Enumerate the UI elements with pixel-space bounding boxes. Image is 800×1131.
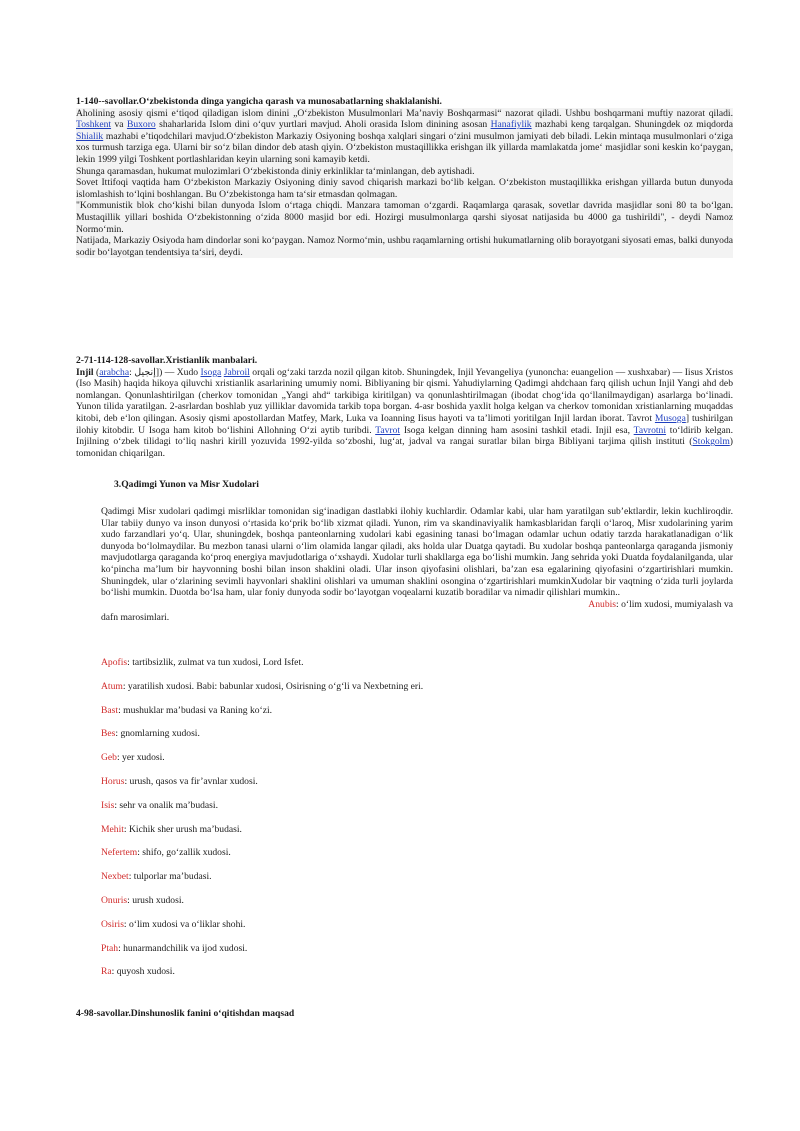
section1-heading: 1-140--savollar.O‘zbekistonda dinga yangicha qarash va munosabatlarning shaklalanishi. bbox=[76, 96, 442, 107]
god-description: : urush xudosi. bbox=[127, 894, 184, 906]
god-name: Ra bbox=[101, 966, 112, 978]
text-run: to‘ldirib kelgan. Injilning o‘zbek tilidagi to‘liq nashri kirill yozuvida 1992-yilda so‘zboshi, lug‘at, jadval va rangai suratlar bilan birga Bibliyani tarjima qilish instituti ( bbox=[76, 424, 733, 448]
god-entry bbox=[101, 728, 701, 752]
god-entry bbox=[101, 919, 701, 943]
link-shialik[interactable]: Shialik bbox=[76, 130, 104, 142]
gods-list bbox=[101, 657, 701, 990]
god-entry bbox=[101, 681, 701, 705]
god-name: Horus bbox=[101, 775, 125, 787]
section3-intro-paragraph: Qadimgi Misr xudolari qadimgi misrliklar tomonidan sig‘inadigan dastlabki ilohiy kuchlardir. Odamlar kabi, ular ham yaratilgan sub’ektlardir, lekin kuchliroqdir. Ular tabiiy dunyo va inson dunyosi o‘rtasida ko‘prik bo‘lib xizmat qiladi. Yunon, rim va skandinaviyalik hamkasblaridan farqli o‘laroq, Misr xudolarining yarim xudo farzandlari yo‘q. Ular, shuningdek, boshqa panteonlarning xudolari kabi egasining tanasi bo‘lmagan odamlar uchun odatiy tarzda harakatlanadigan o‘lik dunyoda bo‘lolmaydilar. Bu mezbon tanasi ularni o‘lim olamida langar qiladi, aks holda ular Duatga qaytadi. Bu xudolar boshqa panteonlarga qaraganda jismoniy mavjudotlarga qaraganda ko‘proq energiya mavjudotlariga o‘xshaydi. Xudolar turli shakllarga ega bo‘lishi mumkin. Jang sehrida yoki Duatda foydalanilganda, ular ko‘pincha ma’lum bir hayvonning boshi bilan inson shaklini oladi. Ular inson qiyofasini olishlari, ba’zan esa egalarining qiyofasini o‘zgartirishlari mumkin. Shuningdek, ular o‘zlarining sevimli hayvonlari shaklini olishlari va umuman shaklini osongina o‘zgartirishlari mumkinXudolar bir vaqtning o‘zida turli joylarda bo‘lishi mumkin. Duotda bo‘lsa ham, ular foniy dunyoda sodir bo‘layotgan voqealarni kuzatib boradilar va nimadir qilishlari mumkin.. bbox=[101, 506, 733, 599]
text-run: Aholining asosiy qismi e‘tiqod qiladigan islom dinini „O‘zbekiston Musulmonlari Ma’naviy Boshqarmasi“ nazorat qiladi. Ushbu boshqarmani muftiy nazorat qiladi. bbox=[76, 107, 733, 119]
god-description: : yaratilish xudosi. Babi: babunlar xudosi, Osirisning o‘g‘li va Nexbetning eri. bbox=[122, 680, 424, 692]
injil-bold: Injil bbox=[76, 366, 94, 378]
god-description: : tulporlar ma’budasi. bbox=[128, 871, 212, 883]
god-name: Onuris bbox=[101, 894, 128, 906]
section4-heading: 4-98-savollar.Dinshunoslik fanini o‘qitishdan maqsad bbox=[76, 1008, 295, 1019]
god-entry bbox=[101, 943, 701, 967]
section1-paragraph-1 bbox=[76, 108, 733, 166]
text-run: mazhabi e’tiqodchilari mavjud.O‘zbekiston Markaziy Osiyoning boshqa xalqlari singari o‘zini musulmon jamiyati deb biladi. Lekin mintaqa musulmonlari o‘ziga xos turmush tarziga ega. Ularni bir so‘z bilan dindor deb atash qiyin. O‘zbekiston mustaqillikka erishgan ilk yillarda mamlakatda jome‘ masjidlar soni keskin ko‘paygan, lekin 1999 yilgi Toshkent portlashlaridan keyin ularning soni kamayib ketdi. bbox=[76, 130, 733, 165]
anubis-entry-line bbox=[101, 599, 733, 611]
text-run: shaharlarida Islom dini o‘quv yurtlari mavjud. Aholi orasida Islom dinining asosan bbox=[155, 119, 491, 131]
god-name-anubis: Anubis bbox=[588, 598, 617, 610]
link-arabcha[interactable]: arabcha bbox=[99, 366, 130, 378]
text-run: va bbox=[111, 119, 127, 131]
text-run: ( bbox=[93, 366, 100, 378]
section1-body bbox=[76, 108, 733, 259]
link-toshkent[interactable]: Toshkent bbox=[76, 119, 112, 131]
section-christianity-sources bbox=[76, 355, 733, 459]
god-entry bbox=[101, 705, 701, 729]
god-name: Isis bbox=[101, 799, 115, 811]
link-tavrotni[interactable]: Tavrotni bbox=[633, 424, 667, 436]
section3-heading: 3.Qadimgi Yunon va Misr Xudolari bbox=[114, 479, 259, 490]
god-description: : quyosh xudosi. bbox=[111, 966, 175, 978]
god-description: : Kichik sher urush ma’budasi. bbox=[123, 823, 242, 835]
god-name: Mehit bbox=[101, 823, 124, 835]
link-stokgolm[interactable]: Stokgolm bbox=[692, 436, 730, 448]
god-entry bbox=[101, 800, 701, 824]
god-name: Apofis bbox=[101, 657, 128, 668]
text-run: orqali og‘zaki tarzda nozil qilgan kitob. Shuningdek, Injil Yevangeliya (yunoncha: euangelion — xushxabar) — Iisus Xristos (Iso Masih) haqida hikoya qiluvchi xristianlik asarlarining umumiy nomi. Bibliyaning bir qismi. Yahudiylarning Qadimgi ahdchaan farq qilish uchun Injil Yangi ahd deb nomlangan. Qonunlashtirilgan (cherkov tomonidan „Yangi ahd“ tarkibiga kiritilgan) va qonunlashtirilmagan (ibodat chog‘ida qo‘llanilmaydigan) asarlarga bo‘linadi. Yunon tilida yaratilgan. 2-asrlardan boshlab yuz yilliklar davomida tarkib topa borgan. 4-asr boshida yaxlit holga kelgan va cherkov tomonidan xristianlarning muqaddas kitobi, deb e‘lon qilingan. Asosiy qismi apostollardan Matfey, Mark, Luka va Ioanning Iisus hayoti va ta’limoti yoritilgan Injil lardan iborat. Tavrot bbox=[76, 366, 733, 424]
god-description: : shifo, go‘zallik xudosi. bbox=[137, 847, 231, 859]
text-run: Isoga kelgan dinning ham asosini tashkil etadi. Injil esa, bbox=[400, 424, 634, 436]
section1-paragraph-3: Sovet Ittifoqi vaqtida ham O‘zbekiston Markaziy Osiyoning diniy savod chiqarish markazi bo‘lib kelgan. O‘zbekiston mustaqillikka erishgan yillarda butun dunyoda islomlashish to‘lqini boshlangan. Bu O‘zbekistonga ham ta‘sir etmasdan qolmagan. bbox=[76, 177, 733, 200]
god-description: : o‘lim xudosi va o‘liklar shohi. bbox=[123, 918, 246, 930]
god-name: Bes bbox=[101, 728, 116, 740]
text-run: mazhabi keng tarqalgan. Shuningdek oz miqdorda bbox=[531, 119, 733, 131]
god-description: : urush, qasos va fir’avnlar xudosi. bbox=[124, 775, 258, 787]
section1-paragraph-5: Natijada, Markaziy Osiyoda ham dindorlar soni ko‘paygan. Namoz Normo‘min, ushbu raqamlarning ortishi hukumatlarning olib borayotgani siyosati emas, balki dunyoda sodir bo‘layotgan tendentsiya ta‘siri, deydi. bbox=[76, 235, 733, 258]
god-entry bbox=[101, 657, 701, 681]
section-uzbekistan-religion bbox=[76, 96, 733, 258]
god-name: Nefertem bbox=[101, 847, 138, 859]
god-name: Nexbet bbox=[101, 871, 129, 883]
link-hanafiylik[interactable]: Hanafiylik bbox=[490, 119, 532, 131]
god-description: : mushuklar ma’budasi va Raning ko‘zi. bbox=[118, 704, 273, 716]
link-buxoro[interactable]: Buxoro bbox=[126, 119, 156, 131]
god-name: Ptah bbox=[101, 942, 119, 954]
god-description: : hunarmandchilik va ijod xudosi. bbox=[118, 942, 248, 954]
god-entry bbox=[101, 847, 701, 871]
section2-paragraph bbox=[76, 367, 733, 460]
god-entry bbox=[101, 966, 701, 990]
anubis-entry-continuation: dafn marosimlari. bbox=[101, 612, 170, 624]
god-description: : sehr va onalik ma’budasi. bbox=[114, 799, 218, 811]
link-isoga[interactable]: Isoga bbox=[200, 366, 222, 378]
section-egyptian-gods-intro bbox=[101, 506, 733, 624]
god-description: : yer xudosi. bbox=[116, 752, 165, 764]
god-name: Bast bbox=[101, 704, 119, 716]
link-tavrot[interactable]: Tavrot bbox=[375, 424, 401, 436]
god-name: Osiris bbox=[101, 918, 124, 930]
god-description: : tartibsizlik, zulmat va tun xudosi, Lord Isfet. bbox=[127, 657, 304, 668]
god-entry bbox=[101, 776, 701, 800]
text-run: : إنجيل‎]) — Xudo bbox=[129, 366, 201, 378]
section1-paragraph-2: Shunga qaramasdan, hukumat mulozimlari O‘zbekistonda diniy erkinliklar ta‘minlangan, deb aytishadi. bbox=[76, 165, 475, 177]
god-entry bbox=[101, 824, 701, 848]
link-musoga[interactable]: Musoga bbox=[654, 412, 686, 424]
section2-heading: 2-71-114-128-savollar.Xristianlik manbalari. bbox=[76, 355, 258, 366]
god-description: : gnomlarning xudosi. bbox=[115, 728, 200, 740]
section1-paragraph-4: "Kommunistik blok cho‘kishi bilan dunyoda Islom o‘rtaga chiqdi. Manzara tamoman o‘zgardi. Raqamlarga qarasak, sovetlar davrida masjidlar soni 80 ta bo‘lgan. Mustaqillik yillari boshida O‘zbekistonning o‘zida 8000 masjid bor edi. Hozirgi musulmonlarga qarshi siyosat natijasida bu 4000 ga tushirildi", - deydi Namoz Normo‘min. bbox=[76, 200, 733, 235]
god-entry bbox=[101, 752, 701, 776]
god-name: Atum bbox=[101, 680, 123, 692]
text-run: ] tushirilgan ilohiy kitobdir. U Isoga ham kitob bo‘lishini Allohning O‘zi aytib turibdi. bbox=[76, 412, 733, 436]
god-entry bbox=[101, 895, 701, 919]
god-entry bbox=[101, 871, 701, 895]
text-run: ) tomonidan chiqarilgan. bbox=[76, 436, 733, 459]
link-jabroil[interactable]: Jabroil bbox=[223, 366, 250, 378]
god-name: Geb bbox=[101, 752, 117, 764]
god-desc-anubis: : o‘lim xudosi, mumiyalash va bbox=[616, 598, 733, 610]
